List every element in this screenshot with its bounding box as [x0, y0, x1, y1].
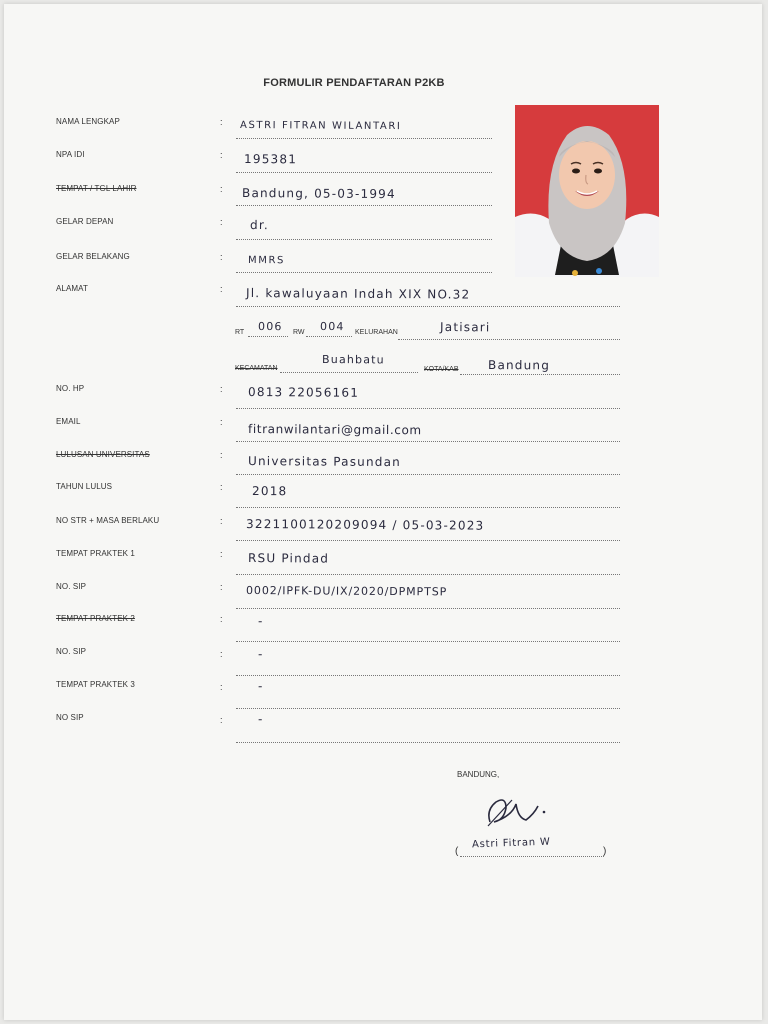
- field-line: [236, 239, 492, 240]
- field-line: [248, 336, 288, 337]
- label-tempat-praktek-1: TEMPAT PRAKTEK 1: [56, 549, 135, 558]
- colon: :: [220, 150, 223, 160]
- field-line: [236, 272, 492, 273]
- colon: :: [220, 417, 223, 427]
- value-kecamatan[interactable]: Buahbatu: [322, 353, 385, 367]
- value-no-sip-1[interactable]: 0002/IPFK-DU/IX/2020/DPMPTSP: [246, 584, 448, 599]
- label-tempat-praktek-3: TEMPAT PRAKTEK 3: [56, 680, 135, 689]
- field-line: [236, 138, 492, 139]
- value-rw[interactable]: 004: [320, 320, 345, 334]
- value-kelurahan[interactable]: Jatisari: [440, 320, 491, 335]
- label-no-hp: NO. HP: [56, 384, 85, 393]
- colon: :: [220, 450, 223, 460]
- value-tempat-praktek-2[interactable]: -: [258, 614, 264, 629]
- colon: :: [220, 117, 223, 127]
- label-nama-lengkap: NAMA LENGKAP: [56, 117, 120, 126]
- signature-place: BANDUNG,: [457, 770, 500, 779]
- value-email[interactable]: fitranwilantari@gmail.com: [248, 422, 422, 438]
- label-no-str: NO STR + MASA BERLAKU: [56, 516, 160, 525]
- value-no-hp[interactable]: 0813 22056161: [248, 385, 360, 400]
- field-line: [236, 441, 620, 442]
- label-no-sip-3: NO SIP: [56, 713, 84, 722]
- colon: :: [220, 549, 223, 559]
- field-line: [280, 372, 418, 373]
- field-line: [236, 540, 620, 541]
- field-line: [236, 474, 620, 475]
- label-alamat: ALAMAT: [56, 284, 89, 293]
- value-rt[interactable]: 006: [258, 320, 283, 334]
- label-tempat-praktek-2: TEMPAT PRAKTEK 2: [56, 614, 135, 623]
- field-line: [306, 336, 352, 337]
- value-no-str[interactable]: 3221100120209094 / 05-03-2023: [246, 517, 485, 533]
- field-line: [236, 742, 620, 743]
- field-line: [236, 708, 620, 709]
- label-gelar-depan: GELAR DEPAN: [56, 217, 114, 226]
- colon: :: [220, 284, 223, 294]
- label-lulusan-universitas: LULUSAN UNIVERSITAS: [56, 450, 150, 459]
- colon: :: [220, 384, 223, 394]
- value-nama-lengkap[interactable]: ASTRI FITRAN WILANTARI: [240, 120, 402, 133]
- label-kelurahan: KELURAHAN: [355, 329, 398, 336]
- value-tempat-praktek-1[interactable]: RSU Pindad: [248, 551, 330, 566]
- value-gelar-belakang[interactable]: MMRS: [248, 255, 286, 267]
- handwritten-signature: [482, 792, 552, 832]
- label-kecamatan: KECAMATAN: [235, 365, 278, 372]
- value-tempat-tgl-lahir[interactable]: Bandung, 05-03-1994: [242, 186, 396, 202]
- field-line: [236, 675, 620, 676]
- colon: :: [220, 252, 223, 262]
- field-line: [460, 374, 620, 375]
- form-paper: [4, 4, 762, 1020]
- colon: :: [220, 217, 223, 227]
- close-paren: ): [603, 846, 607, 857]
- label-rw: RW: [293, 329, 305, 336]
- field-line: [236, 507, 620, 508]
- colon: :: [220, 516, 223, 526]
- colon: :: [220, 715, 223, 725]
- label-email: EMAIL: [56, 417, 81, 426]
- open-paren: (: [455, 846, 459, 857]
- colon: :: [220, 582, 223, 592]
- value-lulusan-universitas[interactable]: Universitas Pasundan: [248, 454, 402, 470]
- label-no-sip-1: NO. SIP: [56, 582, 87, 591]
- colon: :: [220, 482, 223, 492]
- colon: :: [220, 682, 223, 692]
- colon: :: [220, 184, 223, 194]
- value-no-sip-2[interactable]: -: [258, 647, 264, 662]
- field-line: [236, 574, 620, 575]
- portrait-image: [515, 105, 659, 277]
- value-kota[interactable]: Bandung: [488, 358, 551, 373]
- field-line: [236, 608, 620, 609]
- label-gelar-belakang: GELAR BELAKANG: [56, 252, 130, 261]
- label-rt: RT: [235, 329, 245, 336]
- value-tahun-lulus[interactable]: 2018: [252, 484, 288, 499]
- label-npa-idi: NPA IDI: [56, 150, 85, 159]
- field-line: [236, 205, 492, 206]
- label-no-sip-2: NO. SIP: [56, 647, 87, 656]
- value-alamat[interactable]: Jl. kawaluyaan Indah XIX NO.32: [246, 286, 471, 302]
- field-line: [236, 172, 492, 173]
- colon: :: [220, 614, 223, 624]
- applicant-photo: [515, 105, 659, 277]
- field-line: [236, 306, 620, 307]
- value-no-sip-3[interactable]: -: [258, 712, 264, 727]
- value-tempat-praktek-3[interactable]: -: [258, 679, 264, 694]
- value-npa-idi[interactable]: 195381: [244, 152, 298, 167]
- label-tempat-tgl-lahir: TEMPAT / TGL LAHIR: [56, 184, 137, 193]
- field-line: [236, 408, 620, 409]
- label-tahun-lulus: TAHUN LULUS: [56, 482, 113, 491]
- colon: :: [220, 649, 223, 659]
- label-kota: KOTA/KAB: [424, 366, 459, 373]
- field-line: [236, 641, 620, 642]
- field-line: [398, 339, 620, 340]
- form-title: FORMULIR PENDAFTARAN P2KB: [263, 77, 445, 89]
- value-gelar-depan[interactable]: dr.: [250, 218, 269, 233]
- signature-line: [460, 856, 604, 857]
- signature-name: Astri Fitran W: [471, 836, 551, 851]
